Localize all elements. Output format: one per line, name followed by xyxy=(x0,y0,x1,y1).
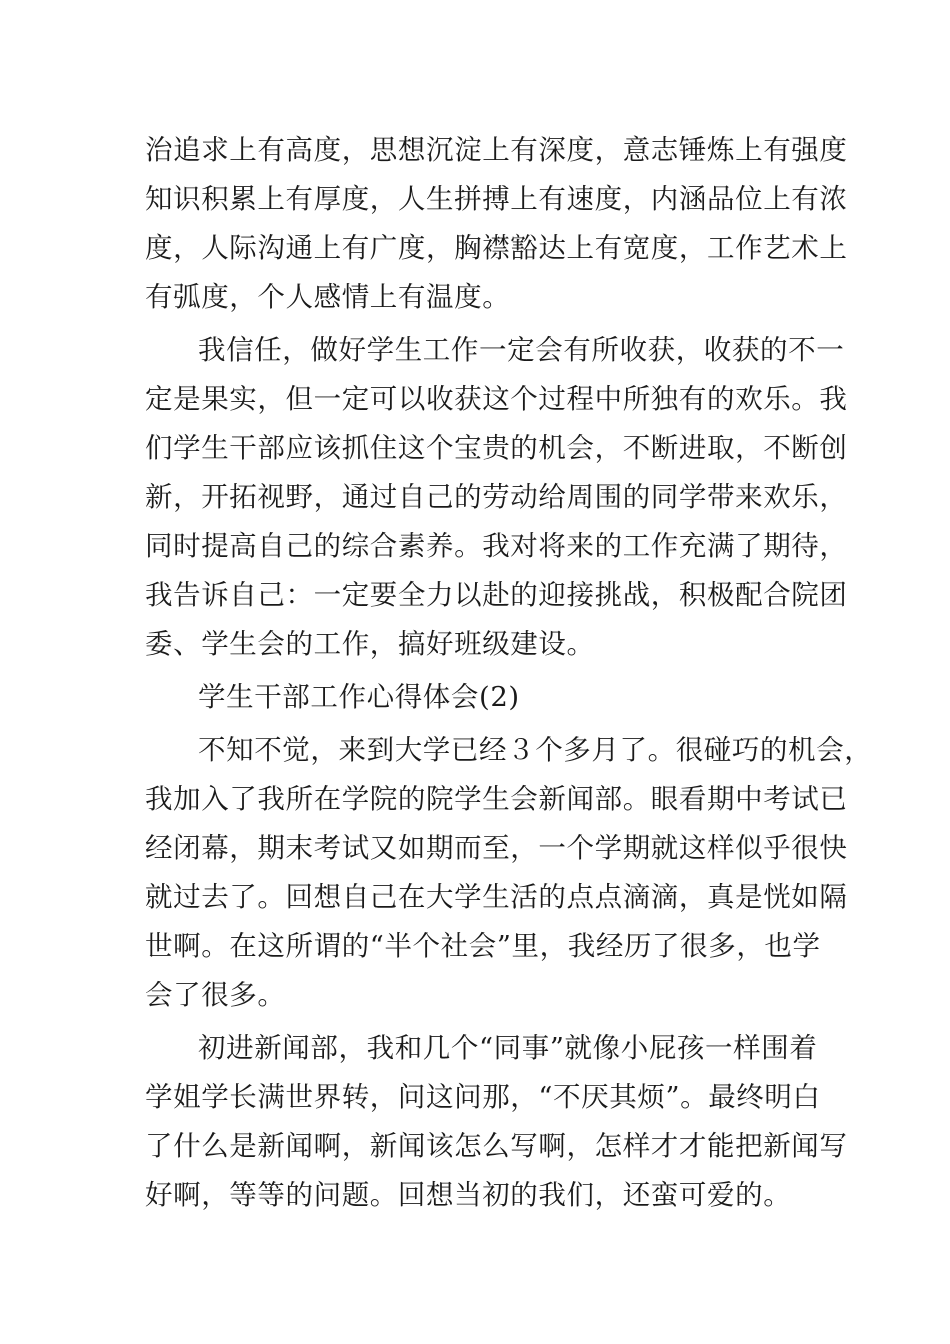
paragraph-line: 我信任，做好学生工作一定会有所收获，收获的不一 xyxy=(198,334,845,366)
paragraph-line: 们学生干部应该抓住这个宝贵的机会，不断进取，不断创 xyxy=(145,432,848,464)
paragraph-line: 初进新闻部，我和几个“同事”就像小屁孩一样围着 xyxy=(198,1032,818,1064)
paragraph-line: 我告诉自己：一定要全力以赴的迎接挑战，积极配合院团 xyxy=(145,579,848,611)
paragraph-line: 知识积累上有厚度，人生拼搏上有速度，内涵品位上有浓 xyxy=(145,183,848,215)
paragraph-line: 会了很多。 xyxy=(145,979,286,1011)
paragraph-line: 我加入了我所在学院的院学生会新闻部。眼看期中考试已 xyxy=(145,783,848,815)
paragraph-line: 定是果实，但一定可以收获这个过程中所独有的欢乐。我 xyxy=(145,383,848,415)
paragraph-line: 了什么是新闻啊，新闻该怎么写啊，怎样才才能把新闻写 xyxy=(145,1130,848,1162)
paragraph-line: 经闭幕，期末考试又如期而至，一个学期就这样似乎很快 xyxy=(145,832,848,864)
paragraph-line: 有弧度，个人感情上有温度。 xyxy=(145,281,511,313)
paragraph-line: 好啊，等等的问题。回想当初的我们，还蛮可爱的。 xyxy=(145,1179,792,1211)
paragraph-line: 新，开拓视野，通过自己的劳动给周围的同学带来欢乐， xyxy=(145,481,848,513)
section-heading: 学生干部工作心得体会(2) xyxy=(198,681,520,713)
paragraph-line: 治追求上有高度，思想沉淀上有深度，意志锤炼上有强度 xyxy=(145,134,848,166)
paragraph-line: 不知不觉，来到大学已经３个多月了。很碰巧的机会， xyxy=(198,734,873,766)
paragraph-line: 世啊。在这所谓的“半个社会”里，我经历了很多，也学 xyxy=(145,930,821,962)
paragraph-line: 委、学生会的工作，搞好班级建设。 xyxy=(145,628,595,660)
paragraph-line: 就过去了。回想自己在大学生活的点点滴滴，真是恍如隔 xyxy=(145,881,848,913)
paragraph-line: 同时提高自己的综合素养。我对将来的工作充满了期待， xyxy=(145,530,848,562)
paragraph-line: 度，人际沟通上有广度，胸襟豁达上有宽度，工作艺术上 xyxy=(145,232,848,264)
paragraph-line: 学姐学长满世界转，问这问那，“不厌其烦”。最终明白 xyxy=(145,1081,821,1113)
